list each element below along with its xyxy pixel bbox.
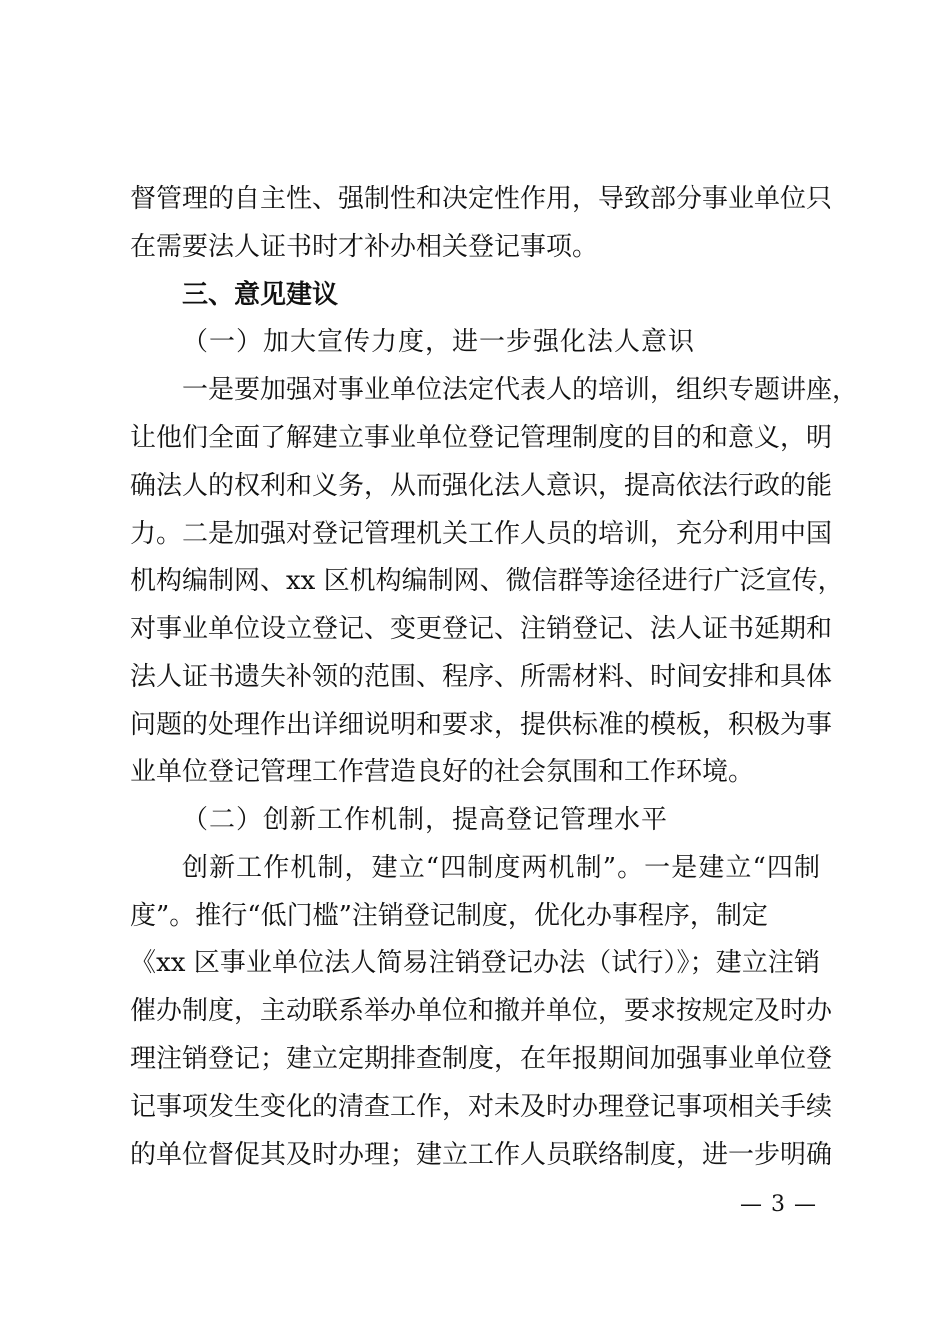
body-text-line: 问题的处理作出详细说明和要求，提供标准的模板，积极为事	[130, 710, 833, 740]
subsection-heading: （二）创新工作机制，提高登记管理水平	[182, 805, 669, 835]
section-heading: 三、意见建议	[182, 280, 339, 310]
body-text-line: 一是要加强对事业单位法定代表人的培训，组织专题讲座，	[182, 375, 859, 405]
body-text-line: 让他们全面了解建立事业单位登记管理制度的目的和意义，明	[130, 423, 833, 453]
body-text-line: 督管理的自主性、强制性和决定性作用，导致部分事业单位只	[130, 184, 833, 214]
body-text-line: 在需要法人证书时才补办相关登记事项。	[130, 232, 599, 262]
body-text-line: 创新工作机制，建立“四制度两机制”。一是建立“四制	[182, 853, 820, 883]
body-text-line: 的单位督促其及时办理；建立工作人员联络制度，进一步明确	[130, 1140, 833, 1170]
body-text-line: 度”。推行“低门槛”注销登记制度，优化办事程序，制定	[130, 901, 768, 931]
body-text-line: 催办制度，主动联系举办单位和撤并单位，要求按规定及时办	[130, 996, 833, 1026]
page-number: — 3 —	[740, 1192, 817, 1217]
body-text-line: 业单位登记管理工作营造良好的社会氛围和工作环境。	[130, 757, 755, 787]
body-text-line: 对事业单位设立登记、变更登记、注销登记、法人证书延期和	[130, 614, 833, 644]
body-text-line: 力。二是加强对登记管理机关工作人员的培训，充分利用中国	[130, 519, 833, 549]
body-text-line: 确法人的权利和义务，从而强化法人意识，提高依法行政的能	[130, 471, 833, 501]
body-text-line: 机构编制网、xx 区机构编制网、微信群等途径进行广泛宣传，	[130, 566, 844, 596]
body-text-line: 法人证书遗失补领的范围、程序、所需材料、时间安排和具体	[130, 662, 833, 692]
subsection-heading: （一）加大宣传力度，进一步强化法人意识	[182, 327, 696, 357]
body-text-line: 记事项发生变化的清查工作，对未及时办理登记事项相关手续	[130, 1092, 833, 1122]
body-text-line: 理注销登记；建立定期排查制度，在年报期间加强事业单位登	[130, 1044, 833, 1074]
body-text-line: 《xx 区事业单位法人简易注销登记办法（试行）》；建立注销	[130, 948, 820, 978]
